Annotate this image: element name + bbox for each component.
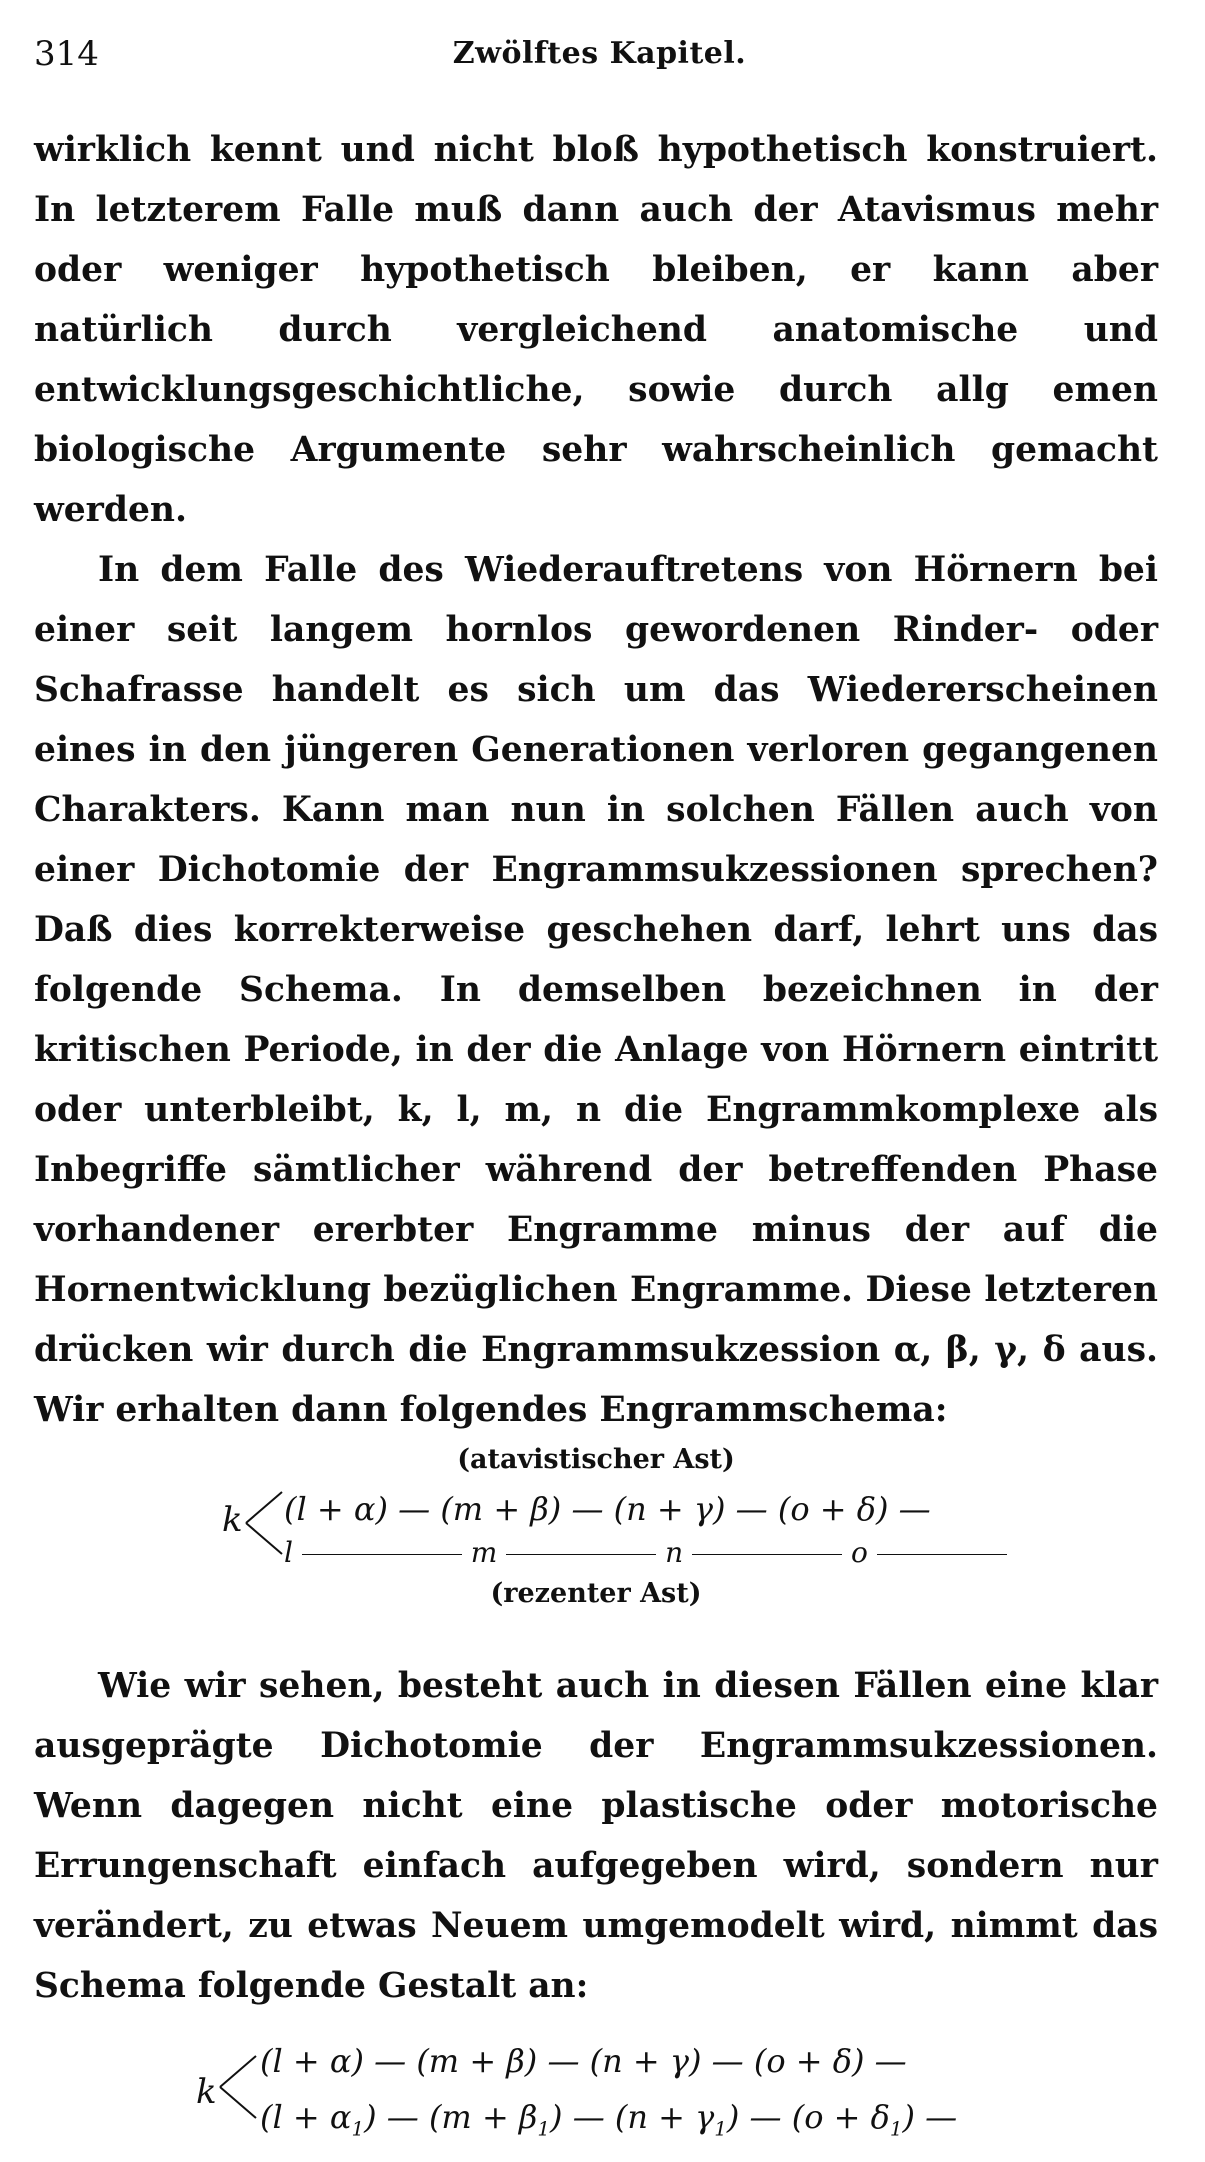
running-head: Zwölftes Kapitel. xyxy=(452,36,747,71)
dash: — xyxy=(386,2098,419,2136)
dash: — xyxy=(735,1490,768,1528)
subscript: 1 xyxy=(889,2117,903,2141)
close-paren: ) xyxy=(902,2098,915,2136)
dash: — xyxy=(571,1490,604,1528)
term-m-beta: (m + β) xyxy=(416,2042,538,2080)
term-text: (n + γ xyxy=(614,2098,715,2136)
dash: — xyxy=(925,2098,958,2136)
term-l-alpha: (l + α) xyxy=(284,1490,388,1528)
term-o-delta: (o + δ) xyxy=(777,1490,889,1528)
term-n-gamma1 xyxy=(614,2098,740,2141)
paragraph-3: Wie wir sehen, besteht auch in diesen Fällen eine klar ausgeprägte Dichotomie der Engrammsukzessionen. Wenn dagegen nicht eine plastische oder motorische Errungenschaft einfach aufgegeben wird, sondern nur verändert, zu etwas Neuem umgemodelt wird, nimmt das Schema folgende Gestalt an: xyxy=(34,1666,1158,2006)
schema-root-k: k xyxy=(196,2072,217,2112)
term-l-alpha1 xyxy=(260,2098,377,2141)
subscript: 1 xyxy=(714,2117,727,2141)
dash: — xyxy=(711,2042,744,2080)
page-number: 314 xyxy=(34,34,99,74)
term-text: (o + δ xyxy=(791,2098,890,2136)
dash: — xyxy=(547,2042,580,2080)
term-l: l xyxy=(284,1536,293,1569)
term-m-beta1 xyxy=(428,2098,563,2141)
close-paren: ) xyxy=(550,2098,563,2136)
term-l-alpha: (l + α) xyxy=(260,2042,364,2080)
recent-branch-row xyxy=(284,1536,1007,1569)
rule-line xyxy=(877,1554,1007,1556)
engram-schema-1 xyxy=(34,1444,1158,1644)
dash: — xyxy=(398,1490,431,1528)
subscript: 1 xyxy=(537,2117,551,2141)
close-paren: ) xyxy=(364,2098,377,2136)
term-text: (m + β xyxy=(428,2098,538,2136)
page-body xyxy=(34,120,1158,2162)
dash: — xyxy=(374,2042,407,2080)
dash: — xyxy=(874,2042,907,2080)
close-paren: ) xyxy=(726,2098,740,2136)
rule-line xyxy=(506,1554,656,1556)
branch-fork-icon xyxy=(244,1488,284,1558)
dash: — xyxy=(572,2098,605,2136)
recent-branch-label: (rezenter Ast) xyxy=(490,1578,702,1609)
term-n: n xyxy=(665,1536,684,1569)
atavistic-branch-label: (atavistischer Ast) xyxy=(457,1444,735,1475)
term-o-delta1 xyxy=(791,2098,915,2141)
term-text: (l + α xyxy=(260,2098,352,2136)
upper-branch-row xyxy=(260,2042,907,2080)
term-n-gamma: (n + γ) xyxy=(589,2042,702,2080)
term-m: m xyxy=(470,1536,498,1569)
term-o-delta: (o + δ) xyxy=(753,2042,865,2080)
term-m-beta: (m + β) xyxy=(440,1490,562,1528)
subscript: 1 xyxy=(351,2117,365,2141)
engram-schema-2 xyxy=(34,2032,1158,2162)
paragraph-2: In dem Falle des Wiederauftretens von Hörnern bei einer seit langem hornlos gewordenen Rinder- oder Schafrasse handelt es sich um das Wiedererscheinen eines in den jüngeren Generationen verloren gegangenen Charakters. Kann man nun in solchen Fällen auch von einer Dichotomie der Engrammsukzessionen sprechen? Daß dies korrekterweise geschehen darf, lehrt uns das folgende Schema. In demselben bezeichnen in der kritischen Periode, in der die Anlage von Hörnern eintritt oder unterbleibt, k, l, m, n die Engrammkomplexe als Inbegriffe sämtlicher während der betreffenden Phase vorhandener ererbter Engramme minus der auf die Hornentwicklung bezüglichen Engramme. Diese letzteren drücken wir durch die Engrammsukzession α, β, γ, δ aus. Wir erhalten dann folgendes Engrammschema: xyxy=(34,550,1158,1430)
paragraph-1: wirklich kennt und nicht bloß hypothetisch konstruiert. In letzterem Falle muß dann auch der Atavismus mehr oder weniger hypothetisch bleiben, er kann aber natürlich durch vergleichend anatomische und entwicklungsgeschichtliche, sowie durch allg emen biologische Argumente sehr wahrscheinlich gemacht werden. xyxy=(34,130,1158,530)
term-o: o xyxy=(851,1536,868,1569)
rule-line xyxy=(692,1554,842,1556)
atavistic-branch-row xyxy=(284,1490,931,1528)
term-n-gamma: (n + γ) xyxy=(613,1490,726,1528)
dash: — xyxy=(749,2098,782,2136)
dash: — xyxy=(898,1490,931,1528)
schema-root-k: k xyxy=(222,1500,243,1540)
page-header xyxy=(34,34,1165,84)
rule-line xyxy=(302,1554,462,1556)
branch-fork-icon xyxy=(218,2052,258,2122)
lower-branch-row xyxy=(260,2098,957,2140)
